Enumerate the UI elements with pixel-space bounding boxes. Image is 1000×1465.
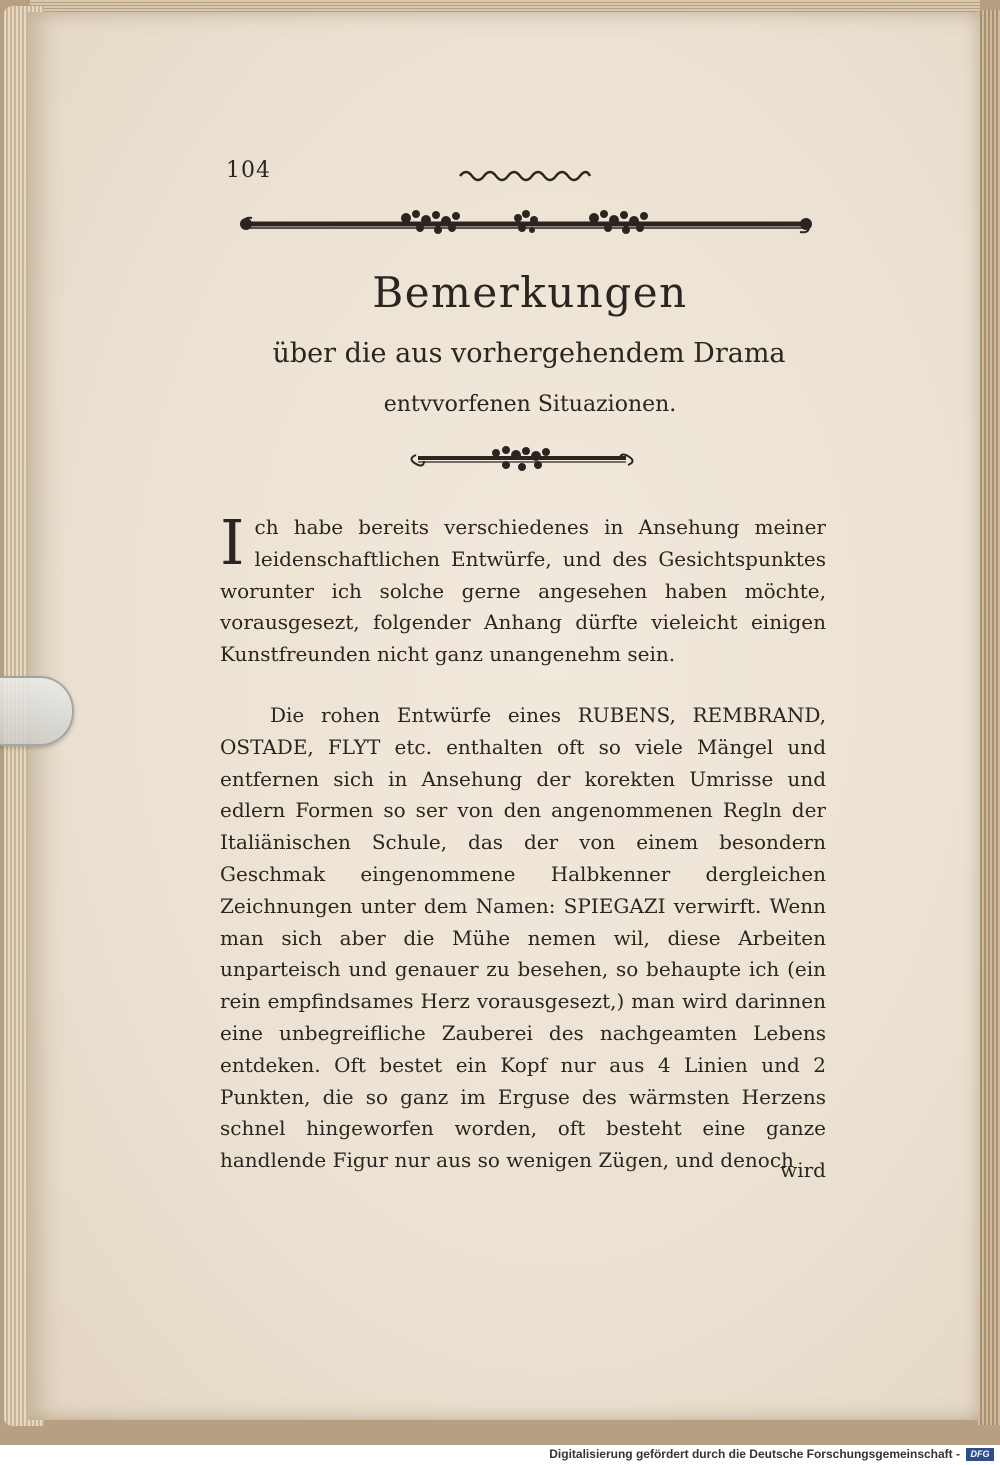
- paragraph-2: Die rohen Entwürfe eines RUBENS, REMBRAND, OSTADE, FLYT etc. enthalten oft so viele Mängel und entfernen sich in Ansehung der korekten Umrisse und edlern Formen so ser von den angenommenen Regln der Italiänischen Schule, das der von einem besondern Geschmak eingenommene Halbkenner dergleichen Zeichnungen unter dem Namen: SPIEGAZI verwirft. Wenn man sich aber die Mühe nemen wil, diese Arbeiten unparteisch und genauer zu besehen, so behaupte ich (ein rein empfindsames Herz vorausgesezt,) man wird darinnen eine unbegreifliche Zauberei des nachgeamten Lebens entdeken. Oft bestet ein Kopf nur aus 4 Linien und 2 Punkten, die so ganz im Erguse des wärmsten Herzens schnel hingeworfen worden, oft besteht eine ganze handlende Figur nur aus so wenigen Zügen, und denoch: [220, 703, 826, 1173]
- drop-cap-initial: I: [220, 506, 245, 579]
- footer-credit: Digitalisierung gefördert durch die Deutsche Forschungsgemeinschaft -: [549, 1447, 960, 1461]
- page-number: 104: [226, 158, 271, 183]
- catchword: wird: [780, 1158, 826, 1182]
- dfg-logo: DFG: [966, 1448, 994, 1461]
- small-ornament: [406, 443, 638, 473]
- paragraph-1-text: ch habe bereits verschiedenes in Ansehung meiner leidenschaftlichen Entwürfe, und des Gesichtspunktes worunter ich solche gerne angesehen haben möchte, vorausgesezt, folgender Anhang dürfte vieleicht einigen Kunstfreunden nicht ganz unangenehm sein.: [220, 515, 826, 667]
- header-rule-ornament: [238, 204, 814, 240]
- subtitle-line-1: über die aus vorhergehendem Drama: [272, 338, 786, 369]
- wave-ornament: [458, 166, 592, 186]
- page-right-edges: [978, 10, 1000, 1425]
- subtitle-line-2: entvvorfenen Situazionen.: [383, 392, 677, 417]
- page-title: Bemerkungen: [372, 268, 688, 317]
- bookmark-clip: [0, 676, 74, 746]
- paragraph-1: [220, 506, 826, 671]
- page-title-wrap: [250, 268, 810, 317]
- footer-bar: [0, 1445, 1000, 1465]
